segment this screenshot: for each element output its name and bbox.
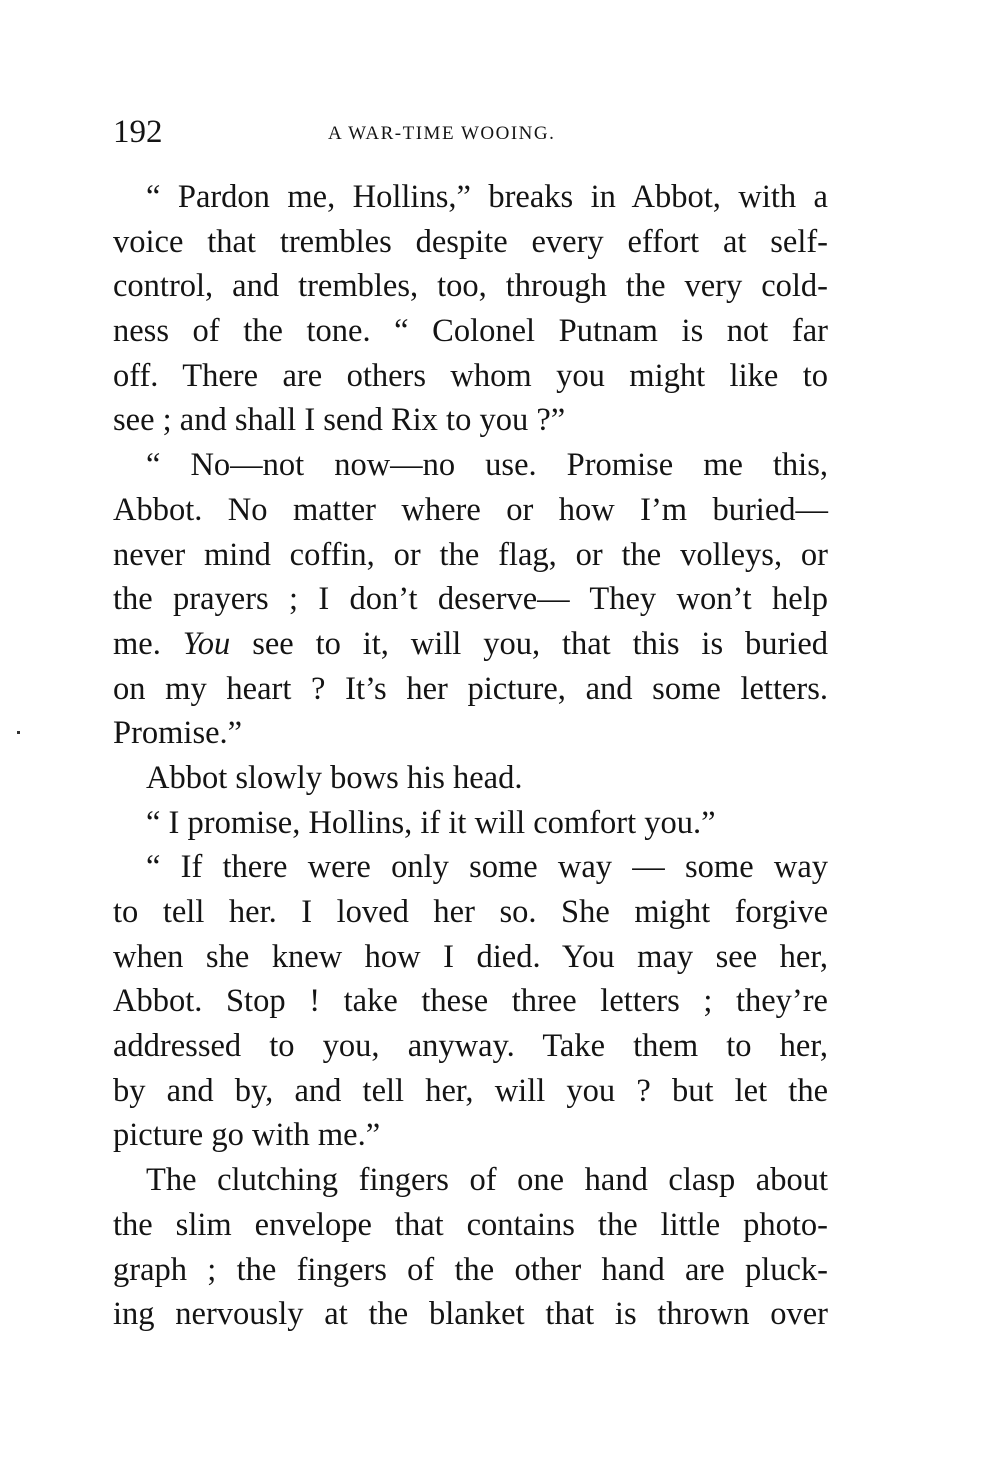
italic-emphasis: You xyxy=(182,625,231,662)
text-line: control, and trembles, too, through the very cold- xyxy=(113,268,828,305)
page-header xyxy=(113,112,828,152)
text-line: addressed to you, anyway. Take them to her, xyxy=(113,1028,828,1065)
text-line: the slim envelope that contains the little photo- xyxy=(113,1206,828,1243)
text-line: Promise.” xyxy=(113,715,243,752)
text-line: to tell her. I loved her so. She might forgive xyxy=(113,894,828,930)
page-number: 192 xyxy=(113,114,163,150)
text-line: The clutching fingers of one hand clasp about xyxy=(146,1162,828,1199)
body-text xyxy=(113,175,828,1337)
text-line: “ Pardon me, Hollins,” breaks in Abbot, with a xyxy=(146,179,828,215)
text-line: ing nervously at the blanket that is thrown over xyxy=(113,1296,828,1333)
text-line: ness of the tone. “ Colonel Putnam is not far xyxy=(113,313,828,350)
text-line xyxy=(113,622,828,667)
text-line: when she knew how I died. You may see her, xyxy=(113,938,828,975)
text-line: by and by, and tell her, will you ? but let the xyxy=(113,1072,828,1109)
text-line: Abbot. Stop ! take these three letters ; they’re xyxy=(113,983,828,1020)
text-line: graph ; the fingers of the other hand are pluck- xyxy=(113,1251,828,1288)
text-line: off. There are others whom you might like to xyxy=(113,357,828,394)
margin-speck xyxy=(17,731,20,734)
text-line: Abbot. No matter where or how I’m buried— xyxy=(113,491,828,528)
text-line: Abbot slowly bows his head. xyxy=(146,759,523,796)
text-line: the prayers ; I don’t deserve— They won’t help xyxy=(113,581,828,618)
running-title: A WAR-TIME WOOING. xyxy=(328,123,556,144)
text-line: voice that trembles despite every effort at self- xyxy=(113,223,828,260)
text-line: “ No—not now—no use. Promise me this, xyxy=(146,447,828,484)
text-line: “ I promise, Hollins, if it will comfort you.” xyxy=(146,804,716,841)
text-line: picture go with me.” xyxy=(113,1117,381,1154)
text-line: see ; and shall I send Rix to you ?” xyxy=(113,402,566,439)
text-segment: me. xyxy=(113,625,183,662)
text-line: never mind coffin, or the flag, or the volleys, or xyxy=(113,536,828,573)
text-line: on my heart ? It’s her picture, and some letters. xyxy=(113,670,828,707)
text-segment: see to it, will you, that this is buried xyxy=(230,625,828,662)
text-line: “ If there were only some way — some way xyxy=(146,849,828,886)
